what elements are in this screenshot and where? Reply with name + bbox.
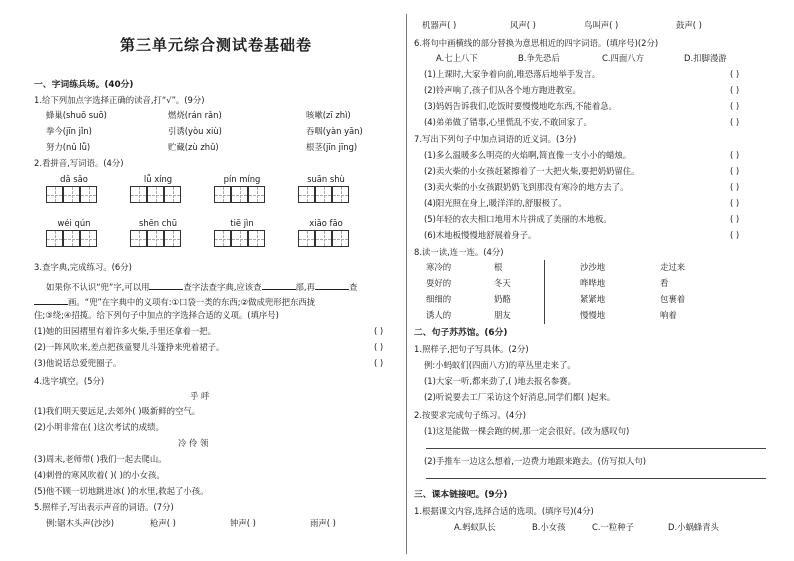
section-1-heading: 一、字词练兵场。(40分) [34,80,134,90]
match-item[interactable]: 包裹着 [660,294,686,304]
q7-item: (3)卖火柴的小女孩跟奶奶飞到那没有寒冷的地方去了。 [424,182,629,192]
q4-item: (5)他不顾一切地跳进冰( )的水里,救起了小孩。 [34,486,209,496]
writing-box[interactable] [231,230,248,247]
writing-box[interactable] [214,186,231,203]
s3-option: B.小女孩 [532,522,566,532]
writing-box[interactable] [164,230,181,247]
writing-box[interactable] [231,186,248,203]
pinyin-label: lǚ xíng [143,174,173,184]
pinyin-label: xiāo fāo [309,218,343,228]
match-item[interactable]: 朋友 [494,310,511,320]
section-2-heading: 二、句子苏苏馆。(6分) [414,328,508,338]
q6-item: (4)弟弟做了错事,心里慌乱不安,不敢回家了。 [424,117,592,127]
q1-item[interactable]: 贮藏(zù zhǔ) [168,142,219,152]
q7-item: (2)卖火柴的小女孩赶紧擦着了一大把火柴,要把奶奶留住。 [424,166,640,176]
column-divider [406,14,407,554]
answer-paren[interactable]: ( ) [730,182,740,192]
q5-item[interactable]: 钟声( ) [230,518,256,528]
writing-box[interactable] [147,230,164,247]
answer-blank[interactable] [315,280,349,290]
answer-paren[interactable]: ( ) [730,85,740,95]
q6-option: B.争先恐后 [518,53,560,63]
writing-box[interactable] [298,186,315,203]
q5-item[interactable]: 机器声( ) [422,20,457,30]
q3-item: (3)他说话总爱兜圈子。 [34,358,122,368]
q3-label: 3.查字典,完成练习。(6分) [34,262,132,272]
writing-box[interactable] [214,230,231,247]
q1-item[interactable]: 吞咽(yàn yān) [306,126,363,136]
q6-item: (2)铃声响了,孩子们从各个地方跑进教室。 [424,85,581,95]
q1-label: 1.给下列加点字选择正确的读音,打“√”。(9分) [34,95,205,105]
q7-item: (5)年轻的农夫相口地用木片拼成了美丽的木地板。 [424,214,612,224]
writing-box[interactable] [80,230,97,247]
page-title: 第三单元综合测试卷基础卷 [119,36,312,54]
s2-q2-label: 2.按要求完成句子练习。(4分) [414,410,526,420]
q7-item: (4)阳光照在身上,暖洋洋的,舒服极了。 [424,198,567,208]
answer-paren[interactable]: ( ) [374,342,384,352]
q5-item[interactable]: 风声( ) [510,20,536,30]
answer-paren[interactable]: ( ) [730,166,740,176]
answer-paren[interactable]: ( ) [730,214,740,224]
writing-box[interactable] [332,230,349,247]
q8-label: 8.读一读,连一连。(4分) [414,247,504,257]
answer-paren[interactable]: ( ) [374,358,384,368]
q1-item[interactable]: 努力(nǔ lǚ) [46,142,91,152]
match-item[interactable]: 哗哗地 [580,278,606,288]
writing-box[interactable] [164,186,181,203]
q5-item[interactable]: 鼓声( ) [676,20,702,30]
q5-item[interactable]: 枪声( ) [150,518,176,528]
q3-text: 如果你不认识“兜”字,可以用 查字法查字典,应该查 部,再 查 [46,282,358,292]
match-item[interactable]: 寒冷的 [426,262,452,272]
writing-box[interactable] [315,230,332,247]
pinyin-label: pín míng [223,174,261,184]
s2-q1-example: 例:小蚂蚁们(四面八方)的草丛里走来了。 [424,360,576,370]
answer-paren[interactable]: ( ) [730,117,740,127]
writing-box[interactable] [130,230,147,247]
q7-item: (1)多么温暖多么明亮的火焰啊,简直像一支小小的蜡烛。 [424,150,632,160]
s3-option: C.一粒种子 [592,522,635,532]
q4-label: 4.选字填空。(5分) [34,376,105,386]
match-item[interactable]: 奶酪 [494,294,511,304]
q4-char-pair: 冷 伶 领 [178,438,209,448]
q6-option: D.扣脚漫游 [684,53,727,63]
s2-q2-item: (2)手推车一边这么想着,一边费力地跟来跑去。(仿写拟人句) [424,456,647,466]
match-item[interactable]: 走过来 [660,262,686,272]
q3-text: 画。“兜”在字典中的义项有:①口袋一类的东西;②做成兜形把东西拢 [34,295,315,308]
writing-box[interactable] [147,186,164,203]
answer-blank[interactable] [262,280,296,290]
q2-label: 2.看拼音,写词语。(4分) [34,158,124,168]
match-item[interactable]: 慢慢地 [580,310,606,320]
q1-item[interactable]: 拳今(jīn jǐn) [46,126,92,136]
q4-item: (4)刺骨的寒风吹着( )( )的小女孩。 [34,470,165,480]
pinyin-label: dǎ sǎo [60,174,88,184]
writing-box[interactable] [63,186,80,203]
answer-blank[interactable] [149,280,183,290]
q1-item[interactable]: 燃烧(rán rǎn) [168,110,222,120]
pinyin-label: wéi qún [57,218,91,228]
answer-paren[interactable]: ( ) [730,198,740,208]
q7-label: 7.写出下列句子中加点词语的近义词。(3分) [414,134,577,144]
answer-line[interactable] [426,478,766,479]
q5-item[interactable]: 鸟叫声( ) [584,20,619,30]
q1-item[interactable]: 蜂巢(shuō suō) [46,110,107,120]
pinyin-label: tiē jìn [230,218,254,228]
match-item[interactable]: 沙沙地 [580,262,606,272]
q4-item: (2)小明非常在( )这次考试的成绩。 [34,422,164,432]
writing-box[interactable] [130,186,147,203]
s3-option: A.蚂蚁队长 [454,522,496,532]
section-3-heading: 三、课本链接吧。(9分) [414,490,508,500]
q8-divider [544,260,545,324]
writing-box[interactable] [248,230,265,247]
s3-option: D.小蜗蜂青头 [668,522,719,532]
answer-paren[interactable]: ( ) [730,150,740,160]
match-item[interactable]: 诱人的 [426,310,452,320]
writing-box[interactable] [63,230,80,247]
writing-box[interactable] [248,186,265,203]
answer-paren[interactable]: ( ) [730,69,740,79]
answer-paren[interactable]: ( ) [730,230,740,240]
q1-item[interactable]: 根茎(jīn jīng) [306,142,358,152]
q6-option: A.七上八下 [436,53,478,63]
s2-q1-item[interactable]: (2)听说要去工厂采访这个好消息,同学们都( )起来。 [424,392,616,402]
match-item[interactable]: 看 [660,278,669,288]
q4-item: (3)周末,老师带( )我们一起去爬山。 [34,454,167,464]
writing-box[interactable] [315,186,332,203]
match-item[interactable]: 细细的 [426,294,452,304]
writing-box[interactable] [298,230,315,247]
s2-q1-item[interactable]: (1)大家一听,都来劲了,( )地去报名参赛。 [424,376,577,386]
s3-q1-label: 1.根据课文内容,选择合适的选项。(填序号)(4分) [414,506,594,516]
q3-item: (2)一阵风吹来,差点把孩童婴儿斗篷挣来兜着裙子。 [34,342,225,352]
q3-item: (1)她的田园褶里有着许多火柴,手里还拿着一把。 [34,326,217,336]
q6-option: C.四面八方 [602,53,645,63]
q1-item[interactable]: 引诱(yòu xiù) [168,126,222,136]
writing-box[interactable] [80,186,97,203]
answer-paren[interactable]: ( ) [374,326,384,336]
q5-label: 5.照样子,写出表示声音的词语。(7分) [34,502,174,512]
q7-item: (6)木地板慢慢地舒展着身子。 [424,230,537,240]
answer-line[interactable] [426,448,766,449]
match-item[interactable]: 根 [494,262,503,272]
s2-q1-label: 1.照样子,把句子写具体。(2分) [414,344,529,354]
match-item[interactable]: 耍好的 [426,278,452,288]
q4-item: (1)我们明天要远足,去郊外( )吸新鲜的空气。 [34,406,201,416]
q6-label: 6.将句中画横线的部分替换为意思相近的四字词语。(填序号)(2分) [414,38,659,48]
writing-box[interactable] [46,186,63,203]
s2-q2-item: (1)这是能做一棵会跑的树,那一定会很好。(改为感叹句) [424,426,630,436]
answer-paren[interactable]: ( ) [730,101,740,111]
q5-item[interactable]: 雨声( ) [310,518,336,528]
q1-item[interactable]: 咳嗽(zī zhì) [306,110,351,120]
writing-box[interactable] [46,230,63,247]
pinyin-label: suān shù [307,174,345,184]
q6-item: (3)妈妈告诉我们,吃饭时要慢慢地吃东西,不能着急。 [424,101,618,111]
q3-text: 住;③绕;④招揽。给下列句子中加点的字选择合适的义项。(填序号) [34,310,279,320]
q5-example: 例:锯木头声(沙沙) [46,518,114,528]
q6-item: (1)上课时,大家争着向前,唯恐落后地举手发言。 [424,69,601,79]
answer-blank[interactable] [34,295,68,305]
match-item[interactable]: 响着 [660,310,677,320]
q4-char-pair: 乎 呼 [190,391,210,401]
pinyin-label: shēn chū [138,218,177,228]
match-item[interactable]: 紧紧地 [580,294,606,304]
writing-box[interactable] [332,186,349,203]
match-item[interactable]: 冬天 [494,278,511,288]
